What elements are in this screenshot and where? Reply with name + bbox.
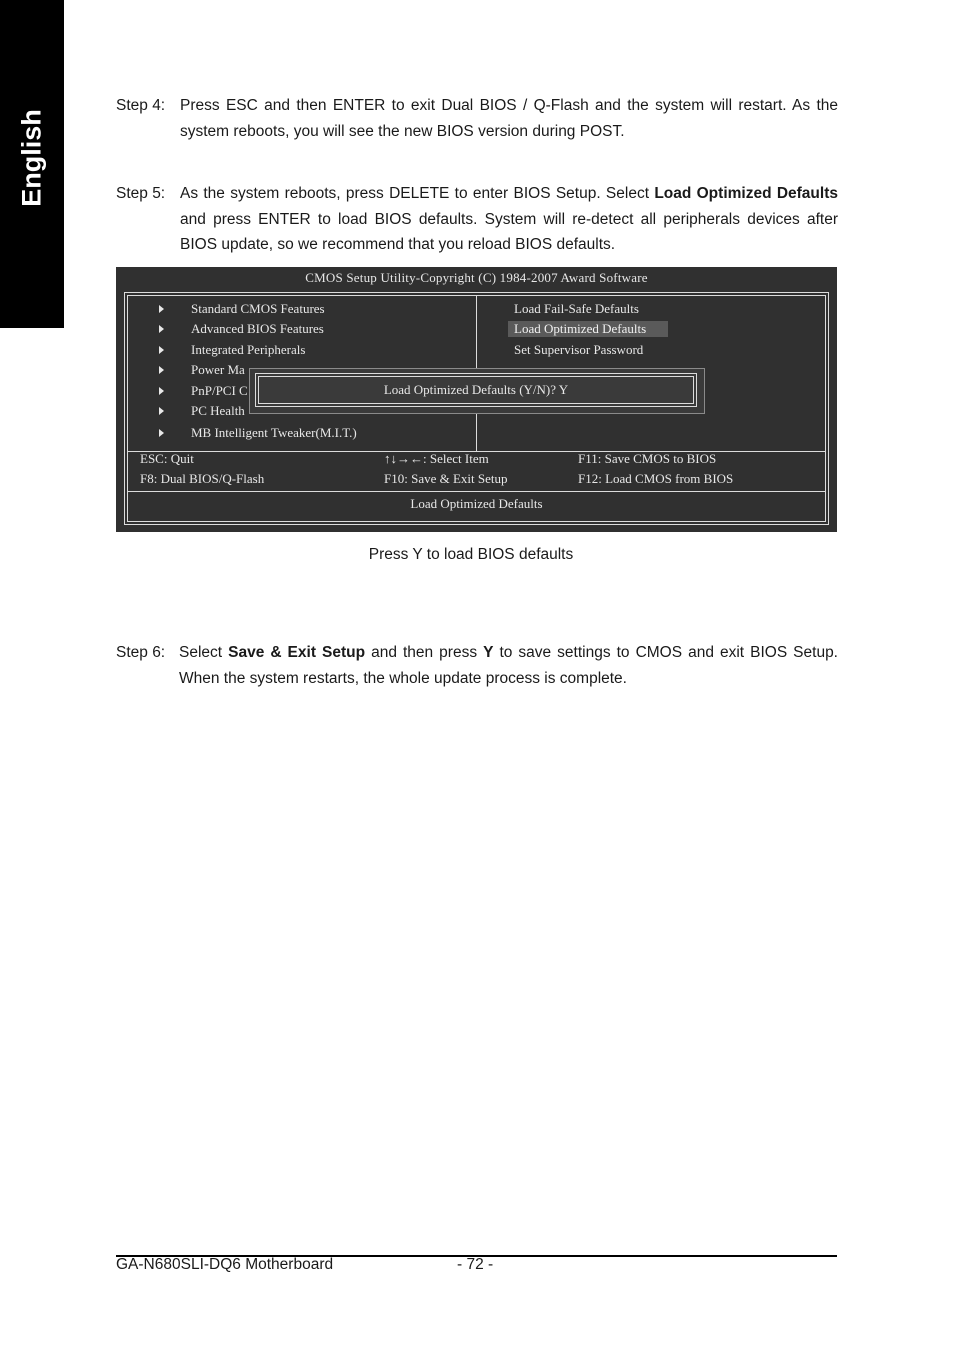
step-text	[180, 93, 838, 144]
step-text-part: Select	[179, 644, 229, 661]
menu-item-pnp-pci[interactable]: PnP/PCI C	[191, 383, 248, 398]
step-text-part: Press ESC and then ENTER to exit Dual BIOS / Q-Flash and the system will restart. As the system reboots, you will see the new BIOS version during POST.	[180, 97, 838, 140]
menu-item-pc-health[interactable]: PC Health	[191, 403, 245, 418]
menu-item-load-optimized-selected[interactable]: Load Optimized Defaults	[508, 321, 668, 337]
step-text-part: and press ENTER to load BIOS defaults. System will re-detect all peripherals devices after BIOS update, so we recommend that you reload BIOS defaults.	[180, 210, 838, 253]
menu-arrow-icon	[159, 325, 164, 333]
key-hint-esc: ESC: Quit	[140, 451, 194, 466]
bios-status-bar: Load Optimized Defaults	[410, 496, 543, 511]
footer-model: GA-N680SLI-DQ6 Motherboard	[116, 1256, 334, 1273]
key-hint-select: ↑↓→←: Select Item	[384, 451, 489, 466]
key-hint-f10: F10: Save & Exit Setup	[384, 471, 508, 486]
step-text-emphasis: Y	[483, 644, 494, 661]
step-label: Step 6:	[116, 644, 166, 661]
dialog-prompt[interactable]: Load Optimized Defaults (Y/N)? Y	[258, 376, 694, 404]
menu-arrow-icon	[159, 429, 164, 437]
menu-item-power-management[interactable]: Power Ma	[191, 362, 245, 377]
step-text-part: to save settings to CMOS and exit BIOS Setup. When the system restarts, the whole update process is complete.	[179, 644, 838, 687]
key-hint-f11: F11: Save CMOS to BIOS	[578, 451, 717, 466]
step-label: Step 5:	[116, 185, 166, 202]
menu-item-mit[interactable]: MB Intelligent Tweaker(M.I.T.)	[191, 425, 357, 440]
confirm-dialog[interactable]	[249, 368, 705, 414]
step-text	[180, 181, 838, 258]
step-5	[116, 181, 838, 258]
bios-divider	[128, 491, 825, 492]
key-hint-f8: F8: Dual BIOS/Q-Flash	[140, 471, 265, 486]
key-hint-f12: F12: Load CMOS from BIOS	[578, 471, 734, 486]
step-text-part: As the system reboots, press DELETE to enter BIOS Setup. Select	[180, 185, 655, 202]
bios-screen	[116, 267, 837, 532]
menu-arrow-icon	[159, 387, 164, 395]
menu-item-standard-cmos[interactable]: Standard CMOS Features	[191, 301, 325, 316]
menu-arrow-icon	[159, 407, 164, 415]
language-tab	[0, 0, 64, 328]
menu-arrow-icon	[159, 305, 164, 313]
step-label: Step 4:	[116, 97, 166, 114]
menu-arrow-icon	[159, 346, 164, 354]
page-number: - 72 -	[457, 1256, 494, 1273]
figure-caption: Press Y to load BIOS defaults	[368, 546, 574, 563]
menu-item-set-supervisor-password[interactable]: Set Supervisor Password	[514, 342, 644, 357]
step-4	[116, 93, 838, 144]
step-text-emphasis: Load Optimized Defaults	[654, 185, 838, 202]
bios-title: CMOS Setup Utility-Copyright (C) 1984-2007 Award Software	[305, 270, 648, 285]
step-text-part: and then press	[365, 644, 484, 661]
step-6	[116, 640, 838, 691]
step-text	[179, 640, 838, 691]
menu-arrow-icon	[159, 366, 164, 374]
menu-item-integrated-peripherals[interactable]: Integrated Peripherals	[191, 342, 306, 357]
step-text-emphasis: Save & Exit Setup	[228, 644, 366, 661]
language-tab-label: English	[16, 109, 47, 207]
menu-item-load-fail-safe[interactable]: Load Fail-Safe Defaults	[514, 301, 639, 316]
menu-item-advanced-bios[interactable]: Advanced BIOS Features	[191, 321, 324, 336]
